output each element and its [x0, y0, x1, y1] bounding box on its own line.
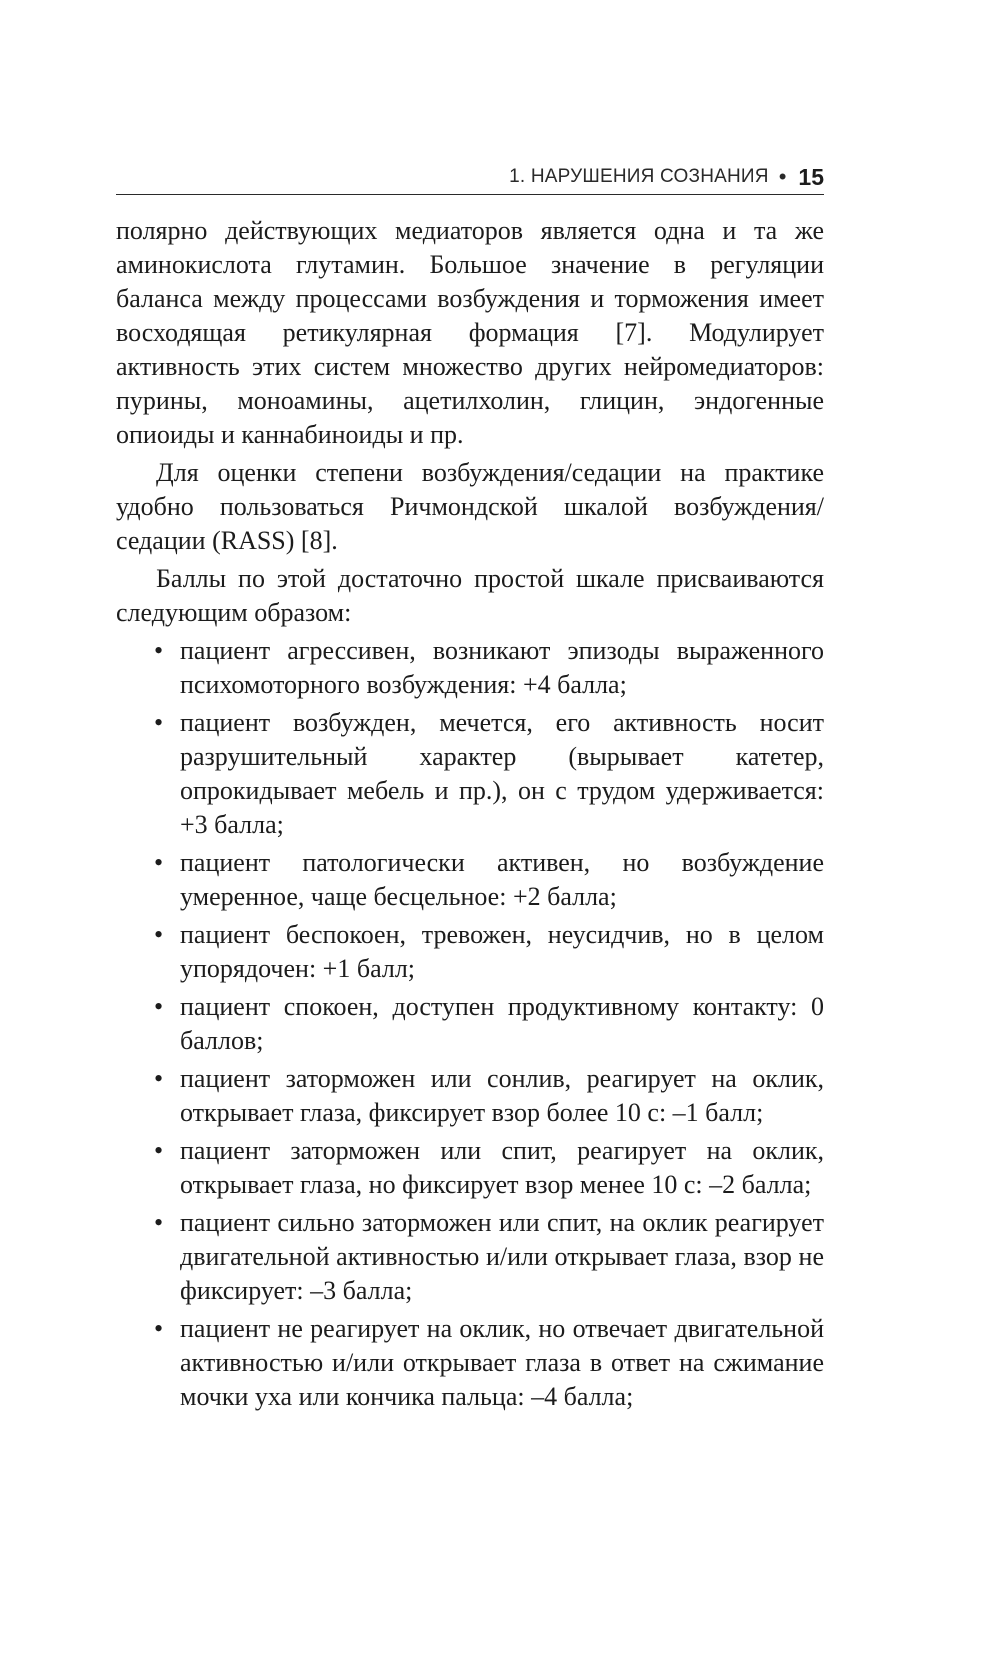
list-item: [116, 1206, 824, 1308]
list-item: [116, 846, 824, 914]
list-item-text: пациент спокоен, доступен продуктивному контакту: 0 баллов;: [180, 992, 824, 1055]
list-item-text: пациент возбужден, мечется, его активность носит разрушительный характер (вырывает катетер, опрокидывает мебель и пр.), он с трудом удерживается: +3 балла;: [180, 708, 824, 839]
bullet-icon: •: [154, 992, 164, 1021]
bullet-icon: •: [154, 1136, 164, 1165]
paragraph-rass-intro: Для оценки степени возбуждения/седации на практике удобно пользоваться Ричмондской шкалой возбуждения/седации (RASS) [8].: [116, 458, 824, 555]
list-item-text: пациент агрессивен, возникают эпизоды выраженного психомоторного возбуждения: +4 балла;: [180, 636, 824, 699]
running-title: 1. НАРУШЕНИЯ СОЗНАНИЯ: [509, 166, 769, 187]
book-page: [116, 0, 824, 1667]
paragraph-continuation: полярно действующих медиаторов является одна и та же аминокислота глутамин. Большое значение в регуляции баланса между процессами возбуждения и торможения имеет восходящая ретикулярная формация [7]. Модулирует активность этих систем множество других нейромедиаторов: пурины, моноамины, ацетилхолин, глицин, эндогенные опиоиды и каннабиноиды и пр.: [116, 216, 824, 449]
list-item: [116, 990, 824, 1058]
body-text: [116, 214, 824, 1418]
list-item: [116, 634, 824, 702]
bullet-icon: •: [154, 920, 164, 949]
bullet-icon: •: [154, 708, 164, 737]
list-item: [116, 1312, 824, 1414]
list-item: [116, 1062, 824, 1130]
list-item: [116, 706, 824, 842]
rass-score-list: [116, 634, 824, 1414]
bullet-icon: •: [154, 1208, 164, 1237]
page-number: 15: [798, 163, 824, 190]
bullet-icon: •: [154, 1314, 164, 1343]
list-item-text: пациент патологически активен, но возбуждение умеренное, чаще бесцельное: +2 балла;: [180, 848, 824, 911]
list-item-text: пациент не реагирует на оклик, но отвечает двигательной активностью и/или открывает глаза в ответ на сжимание мочки уха или кончика пальца: –4 балла;: [180, 1314, 824, 1411]
list-item-text: пациент беспокоен, тревожен, неусидчив, но в целом упорядочен: +1 балл;: [180, 920, 824, 983]
header-bullet: •: [778, 164, 787, 189]
running-header: [116, 160, 824, 195]
list-item: [116, 918, 824, 986]
bullet-icon: •: [154, 848, 164, 877]
paragraph-scoring-intro: Баллы по этой достаточно простой шкале присваиваются следующим образом:: [116, 564, 824, 627]
bullet-icon: •: [154, 1064, 164, 1093]
list-item-text: пациент заторможен или спит, реагирует на оклик, открывает глаза, но фиксирует взор менее 10 с: –2 балла;: [180, 1136, 824, 1199]
bullet-icon: •: [154, 636, 164, 665]
list-item-text: пациент заторможен или сонлив, реагирует на оклик, открывает глаза, фиксирует взор более 10 с: –1 балл;: [180, 1064, 824, 1127]
list-item-text: пациент сильно заторможен или спит, на оклик реагирует двигательной активностью и/или открывает глаза, взор не фиксирует: –3 балла;: [180, 1208, 824, 1305]
list-item: [116, 1134, 824, 1202]
